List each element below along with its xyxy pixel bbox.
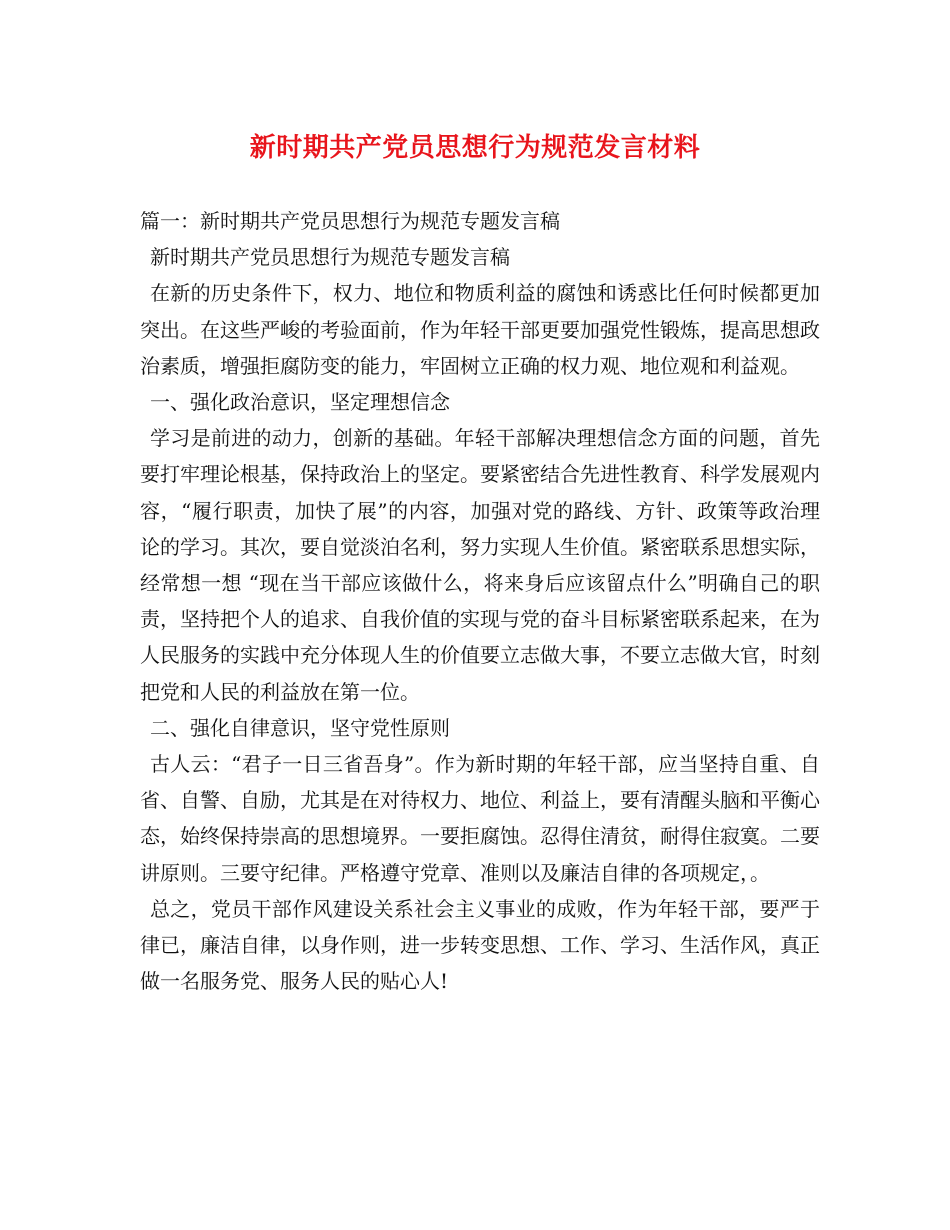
paragraph-subtitle: 新时期共产党员思想行为规范专题发言稿: [150, 245, 510, 270]
paragraph-heading-one: 一、强化政治意识，坚定理想信念: [150, 390, 450, 415]
paragraph-study: 学习是前进的动力，创新的基础。年轻干部解决理想信念方面的问题，首先要打牢理论根基，保持政治上的坚定。要紧密结合先进性教育、科学发展观内容，“履行职责，加快了展”的内容，加强对党的路线、方针、政策等政治理论的学习。其次，要自觉淡泊名利，努力实现人生价值。紧密联系思想实际，经常想一想 “现在当干部应该做什么，将来身后应该留点什么”明确自己的职责，坚持把个人的追求、自我价值的实现与党的奋斗目标紧密联系起来，在为人民服务的实践中充分体现人生的价值要立志做大事，不要立志做大官，时刻把党和人民的利益放在第一位。: [140, 426, 820, 704]
paragraph-conclusion: 总之，党员干部作风建设关系社会主义事业的成败，作为年轻干部，要严于律已，廉洁自律，以身作则，进一步转变思想、工作、学习、生活作风，真正做一名服务党、服务人民的贴心人!: [140, 896, 820, 994]
paragraph-intro: 在新的历史条件下，权力、地位和物质利益的腐蚀和诱惑比任何时候都更加突出。在这些严峻的考验面前，作为年轻干部更要加强党性锻炼，提高思想政治素质，增强拒腐防变的能力，牢固树立正确的权力观、地位观和利益观。: [140, 281, 820, 378]
document-title: 新时期共产党员思想行为规范发言材料: [249, 133, 701, 163]
paragraph-heading-two: 二、强化自律意识，坚守党性原则: [150, 715, 450, 740]
paragraph-section-heading: 篇一：新时期共产党员思想行为规范专题发言稿: [140, 209, 560, 233]
document-body: [140, 203, 820, 999]
paragraph-self-discipline: 古人云：“君子一日三省吾身”。作为新时期的年轻干部，应当坚持自重、自省、自警、自励，尤其是在对待权力、地位、利益上，要有清醒头脑和平衡心态，始终保持崇高的思想境界。一要拒腐蚀。忍得住清贫，耐得住寂寞。二要讲原则。三要守纪律。严格遵守党章、准则以及廉洁自律的各项规定，。: [140, 752, 820, 885]
